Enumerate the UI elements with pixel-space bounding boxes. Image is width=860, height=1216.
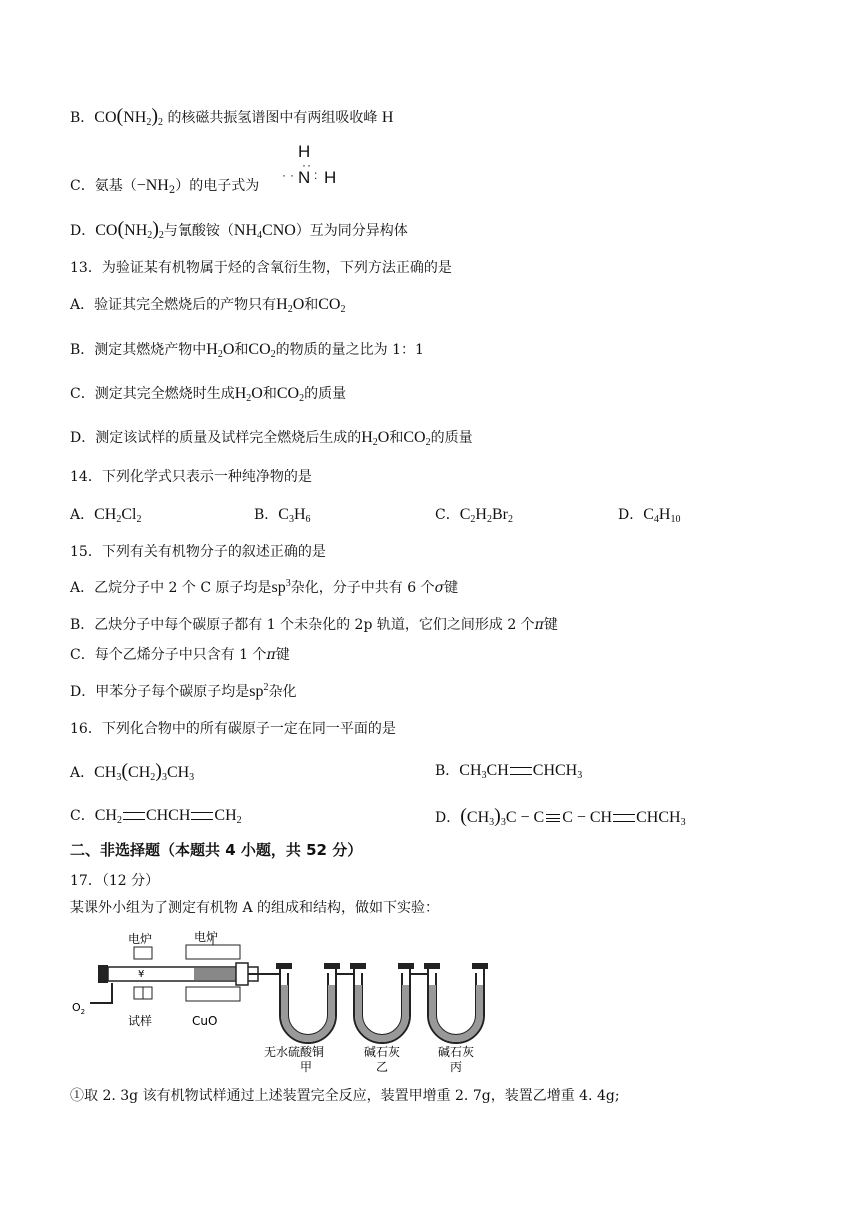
yi-reagent-label: 碱石灰 [364, 1045, 401, 1059]
q15-option-b: B．乙炔分子中每个碳原子都有 1 个未杂化的 2p 轨道，它们之间形成 2 个π键 [70, 617, 558, 633]
q13-stem: 13．为验证某有机物属于烃的含氧衍生物，下列方法正确的是 [70, 260, 452, 276]
q12-option-d: D．$CO(NH_2)_2$与氰酸铵$(NH_4CNO)$互为同分异构体 [70, 218, 408, 241]
q16-option-a: A．$CH_3(CH_2)_3CH_3$ [70, 760, 195, 783]
bing-reagent-label: 碱石灰 [438, 1045, 475, 1059]
u-tube-bing [424, 963, 488, 1043]
q12-option-b: B．$CO(NH_2)_2$ 的核磁共振氢谱图中有两组吸收峰 H [70, 105, 394, 128]
cuo-packing [194, 968, 236, 980]
q13-option-d: D．测定该试样的质量及试样完全燃烧后生成的$H_2O$和$CO_2$的质量 [70, 429, 473, 448]
stopper [98, 965, 108, 983]
q14-option-d: D．$C_4H_{10}$ [618, 506, 681, 525]
q16-option-b: B．$CH_3CH$ $CHCH_3$ [435, 762, 583, 781]
q15-stem: 15．下列有关有机物分子的叙述正确的是 [70, 544, 326, 560]
q16-option-c: C．$CH_2$ CHCH $CH_2$ [70, 807, 242, 826]
furnace2-label: 电炉 [194, 930, 219, 944]
q17-step1: ①取 2. 3g 该有机物试样通过上述装置完全反应，装置甲增重 2. 7g，装置乙增重 4. 4g; [70, 1088, 620, 1104]
q16-option-d: D．$(CH_3)_3C - C$ C − CH $CHCH_3$ [435, 805, 686, 828]
jia-label: 甲 [300, 1060, 313, 1074]
q17-number: 17．（12 分） [70, 873, 160, 889]
q16-stem: 16．下列化合物中的所有碳原子一定在同一平面的是 [70, 721, 396, 737]
bing-label: 丙 [450, 1060, 463, 1074]
u-tube-yi [350, 963, 414, 1043]
q12-option-c: C．氨基$(-NH_2)$的电子式为 [70, 177, 260, 196]
cuo-label: CuO [192, 1014, 218, 1028]
q13-option-a: A．验证其完全燃烧后的产物只有$H_2O$和$CO_2$ [70, 296, 346, 315]
sample-label: 试样 [128, 1014, 153, 1028]
q15-option-a: A．乙烷分子中 2 个 C 原子均是$sp^3$杂化，分子中共有 6 个σ键 [70, 578, 459, 596]
furnace1-label: 电炉 [128, 932, 153, 946]
q14-option-b: B．$C_3H_6$ [254, 506, 311, 525]
q13-option-b: B．测定其燃烧产物中$H_2O$和$CO_2$的物质的量之比为 1：1 [70, 341, 424, 360]
q14-option-c: C．$C_2H_2Br_2$ [435, 506, 513, 525]
q15-option-c: C．每个乙烯分子中只含有 1 个π键 [70, 647, 290, 663]
section-heading: 二、非选择题（本题共 4 小题，共 52 分） [70, 841, 363, 859]
u-tube-jia [276, 963, 340, 1043]
q13-option-c: C．测定其完全燃烧时生成$H_2O$和$CO_2$的质量 [70, 385, 347, 404]
experiment-apparatus-diagram [68, 925, 488, 1075]
amino-electron-formula: H ·· · · N : H [282, 142, 337, 187]
q17-intro: 某课外小组为了测定有机物 A 的组成和结构，做如下实验： [70, 900, 440, 916]
q15-option-d: D．甲苯分子每个碳原子均是$sp^2$杂化 [70, 682, 297, 700]
yi-label: 乙 [376, 1060, 389, 1074]
o2-label: $O_2$ [72, 1001, 86, 1016]
q14-stem: 14．下列化学式只表示一种纯净物的是 [70, 469, 312, 485]
svg-text:¥: ¥ [138, 969, 145, 980]
jia-reagent-label: 无水硫酸铜 [264, 1045, 325, 1059]
q14-option-a: A．$CH_2Cl_2$ [70, 506, 142, 525]
